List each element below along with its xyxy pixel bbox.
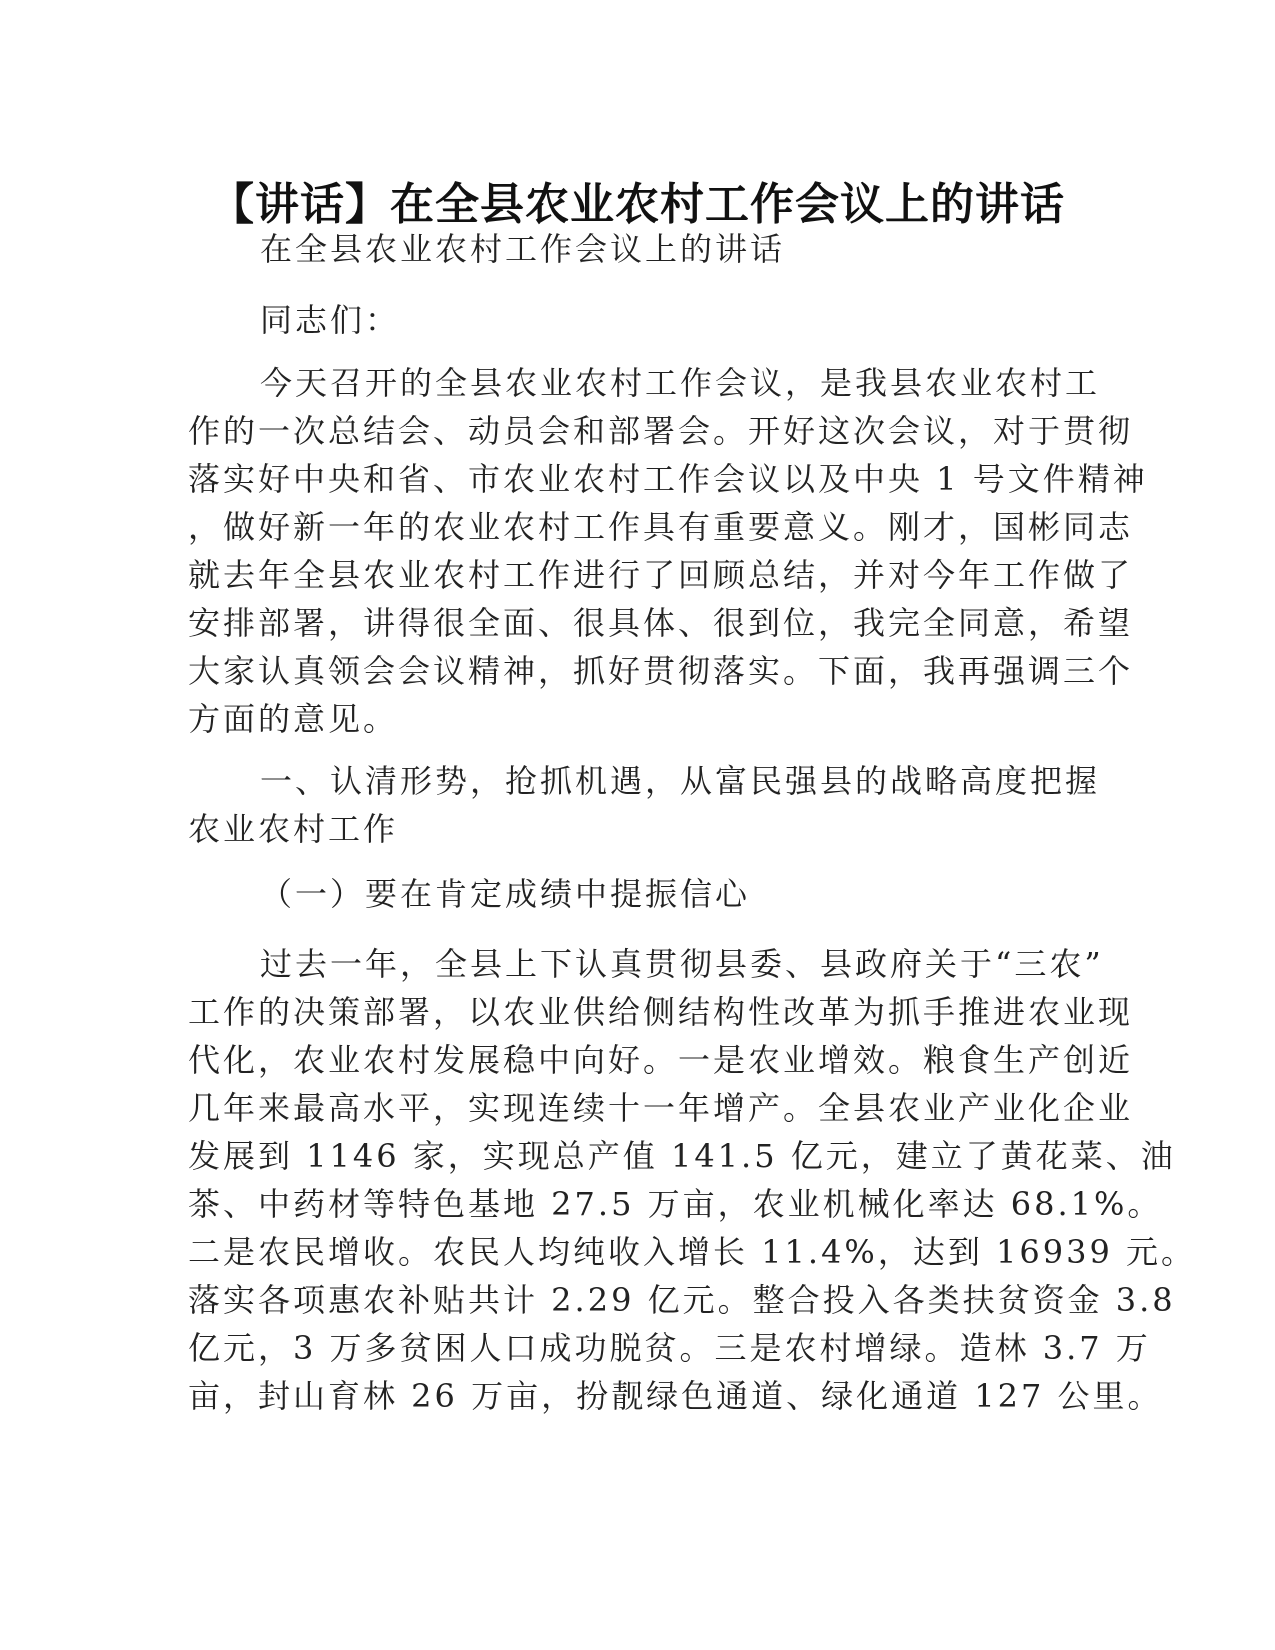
body-line: 发展到 1146 家，实现总产值 141.5 亿元，建立了黄花菜、油 bbox=[188, 1137, 1176, 1175]
body-line: 代化，农业农村发展稳中向好。一是农业增效。粮食生产创近 bbox=[188, 1041, 1134, 1079]
subtitle bbox=[188, 225, 1078, 273]
section-heading-1 bbox=[188, 757, 1101, 853]
body-line: 亿元，3 万多贫困人口成功脱贫。三是农村增绿。造林 3.7 万 bbox=[188, 1329, 1151, 1367]
body-line: 茶、中药材等特色基地 27.5 万亩，农业机械化率达 68.1%。 bbox=[188, 1185, 1163, 1223]
salutation bbox=[188, 296, 1078, 344]
intro-line: 方面的意见。 bbox=[188, 700, 399, 738]
document-title: 【讲话】在全县农业农村工作会议上的讲话 bbox=[210, 179, 1065, 231]
salutation-text: 同志们： bbox=[260, 301, 401, 339]
intro-line: 就去年全县农业农村工作进行了回顾总结，并对今年工作做了 bbox=[188, 556, 1134, 594]
body-line: 亩，封山育林 26 万亩，扮靓绿色通道、绿化通道 127 公里。 bbox=[188, 1377, 1163, 1415]
intro-line: 大家认真领会会议精神，抓好贯彻落实。下面，我再强调三个 bbox=[188, 652, 1134, 690]
subsection-heading-text: （一）要在肯定成绩中提振信心 bbox=[260, 875, 751, 913]
section-heading-line: 一、认清形势，抢抓机遇，从富民强县的战略高度把握 bbox=[260, 762, 1101, 800]
body-line: 工作的决策部署，以农业供给侧结构性改革为抓手推进农业现 bbox=[188, 993, 1134, 1031]
body-line: 二是农民增收。农民人均纯收入增长 11.4%，达到 16939 元。 bbox=[188, 1233, 1196, 1271]
intro-line: 今天召开的全县农业农村工作会议，是我县农业农村工 bbox=[260, 364, 1101, 402]
body-paragraph bbox=[188, 940, 1196, 1420]
subtitle-text: 在全县农业农村工作会议上的讲话 bbox=[260, 230, 786, 268]
body-line: 落实各项惠农补贴共计 2.29 亿元。整合投入各类扶贫资金 3.8 bbox=[188, 1281, 1176, 1319]
intro-line: ，做好新一年的农业农村工作具有重要意义。刚才，国彬同志 bbox=[188, 508, 1134, 546]
intro-line: 安排部署，讲得很全面、很具体、很到位，我完全同意，希望 bbox=[188, 604, 1134, 642]
subsection-heading-1 bbox=[188, 870, 1078, 918]
intro-paragraph bbox=[188, 359, 1148, 743]
section-heading-line: 农业农村工作 bbox=[188, 810, 399, 848]
intro-line: 落实好中央和省、市农业农村工作会议以及中央 1 号文件精神 bbox=[188, 460, 1148, 498]
body-line: 几年来最高水平，实现连续十一年增产。全县农业产业化企业 bbox=[188, 1089, 1134, 1127]
intro-line: 作的一次总结会、动员会和部署会。开好这次会议，对于贯彻 bbox=[188, 412, 1134, 450]
body-line: 过去一年，全县上下认真贯彻县委、县政府关于“三农” bbox=[260, 945, 1104, 983]
